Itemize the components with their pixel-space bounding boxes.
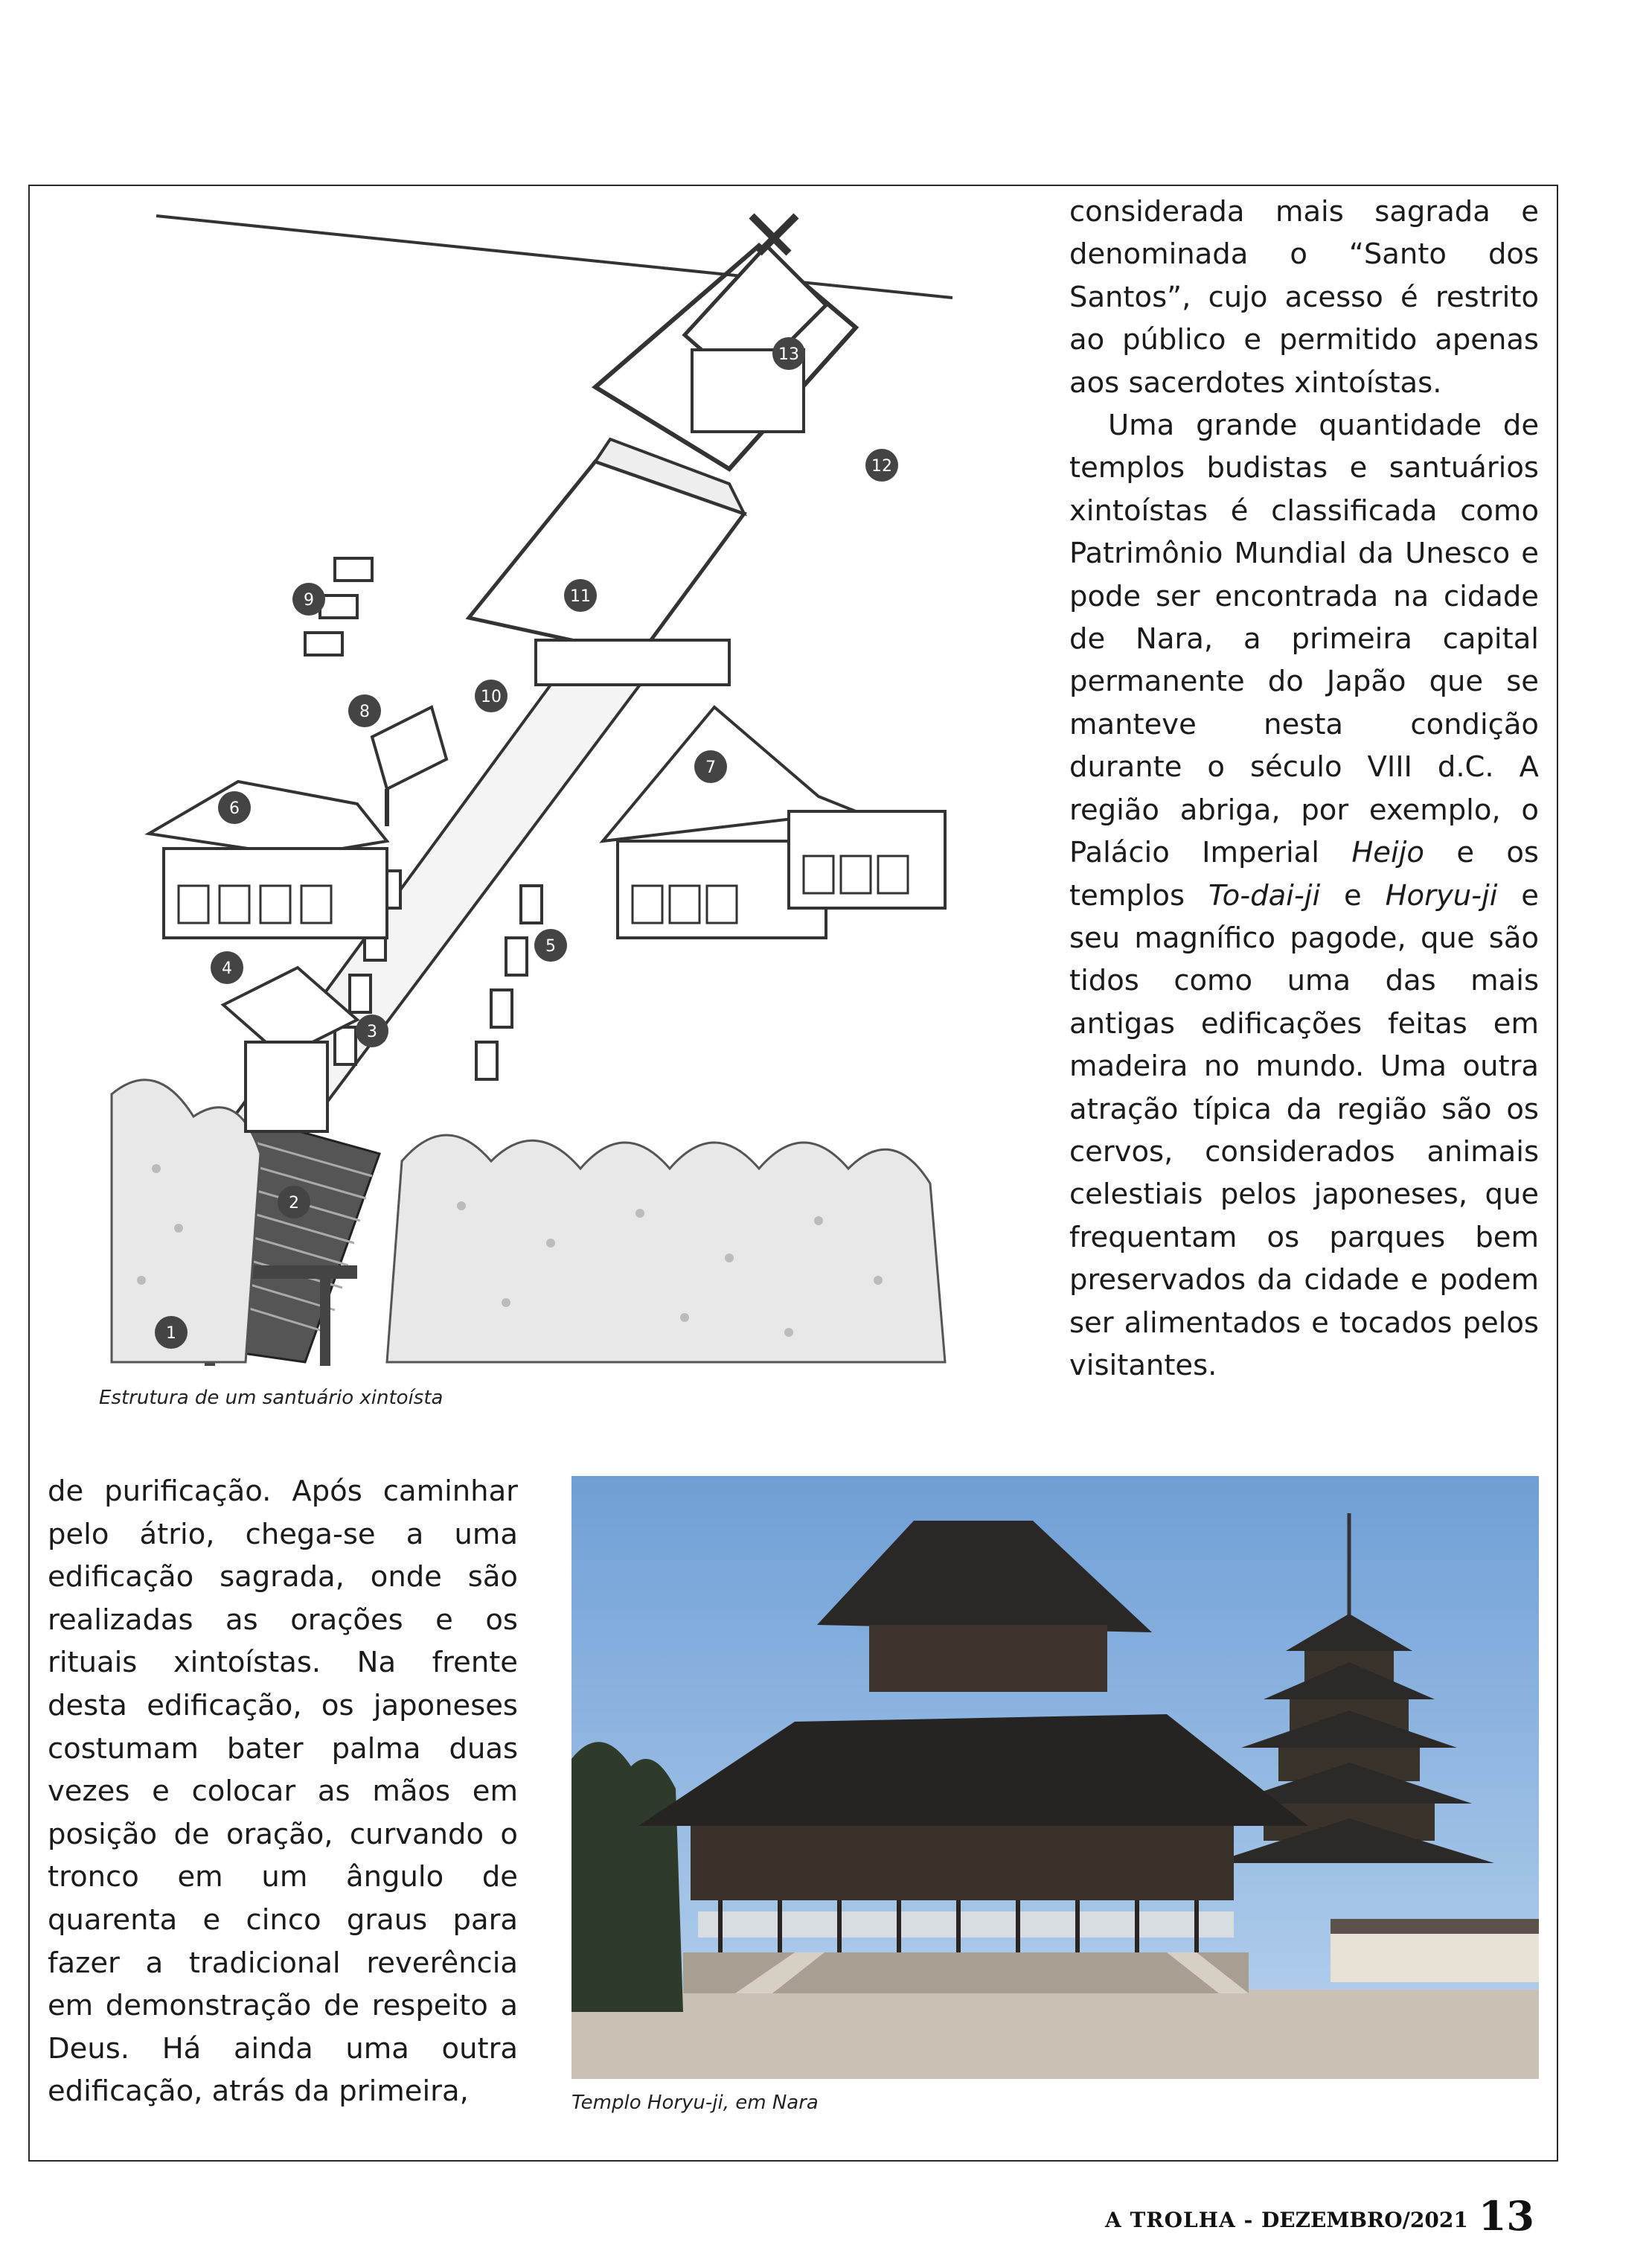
italic-term-heijo: Heijo [1351,836,1424,870]
right-paragraph-2 [1069,404,1539,1387]
marker-7: 7 [705,758,716,777]
text-run: e os templos [1069,836,1539,913]
marker-5: 5 [545,937,556,956]
text-run: e seu magnífico pagode, que são tidos como uma das mais antigas edificações feitas em madeira no mundo. Uma outra atração típica da região são os cervos, considerados animais celestiais pelos japoneses, que frequentam os parques bem preservados da cidade e podem ser alimentados e tocados pelos visitantes. [1069,878,1539,1382]
marker-1: 1 [166,1324,176,1343]
marker-6: 6 [229,799,240,818]
marker-9: 9 [304,591,314,610]
left-text-column [48,1470,518,2113]
magazine-title: A TROLHA [1104,2208,1236,2232]
issue-date: DEZEMBRO/2021 [1261,2208,1468,2232]
marker-2: 2 [289,1194,299,1213]
marker-8: 8 [359,703,370,721]
marker-13: 13 [778,345,799,364]
marker-10: 10 [481,688,502,706]
right-text-column [1069,191,1539,1387]
text-run: e [1320,878,1386,913]
marker-11: 11 [570,587,591,606]
page-footer [1105,2192,1534,2240]
page-number: 13 [1478,2192,1534,2240]
footer-separator: - [1235,2208,1261,2232]
text-run: Uma grande quantidade de templos budistas e santuários xintoístas é classificada como Patrimônio Mundial da Unesco e pode ser encontrada na cidade de Nara, a primeira capital permanente do Japão que se manteve nesta condição durante o século VIII d.C. A região abriga, por exemplo, o Palácio Imperial [1069,409,1539,870]
marker-12: 12 [871,457,892,476]
italic-term-todaiji: To-dai-ji [1208,878,1321,913]
photo-caption: Templo Horyu-ji, em Nara [571,2092,819,2114]
left-paragraph: de purificação. Após caminhar pelo átrio, chega-se a uma edificação sagrada, onde são realizadas as orações e os rituais xintoístas. Na frente desta edificação, os japoneses costumam bater palma duas vezes e colocar as mãos em posição de oração, curvando o tronco em um ângulo de quarenta e cinco graus para fazer a tradicional reverência em demonstração de respeito a Deus. Há ainda uma outra edificação, atrás da primeira, [48,1475,518,2109]
marker-4: 4 [222,959,232,978]
horyuji-temple-photo [571,1476,1539,2079]
italic-term-horyuji: Horyu-ji [1385,878,1498,913]
marker-3: 3 [367,1023,377,1041]
illustration-caption: Estrutura de um santuário xintoísta [99,1387,444,1409]
right-paragraph-1: considerada mais sagrada e denominada o “Santo dos Santos”, cujo acesso é restrito ao público e permitido apenas aos sacerdotes xintoístas. [1069,195,1539,400]
shrine-structure-illustration [74,201,990,1377]
